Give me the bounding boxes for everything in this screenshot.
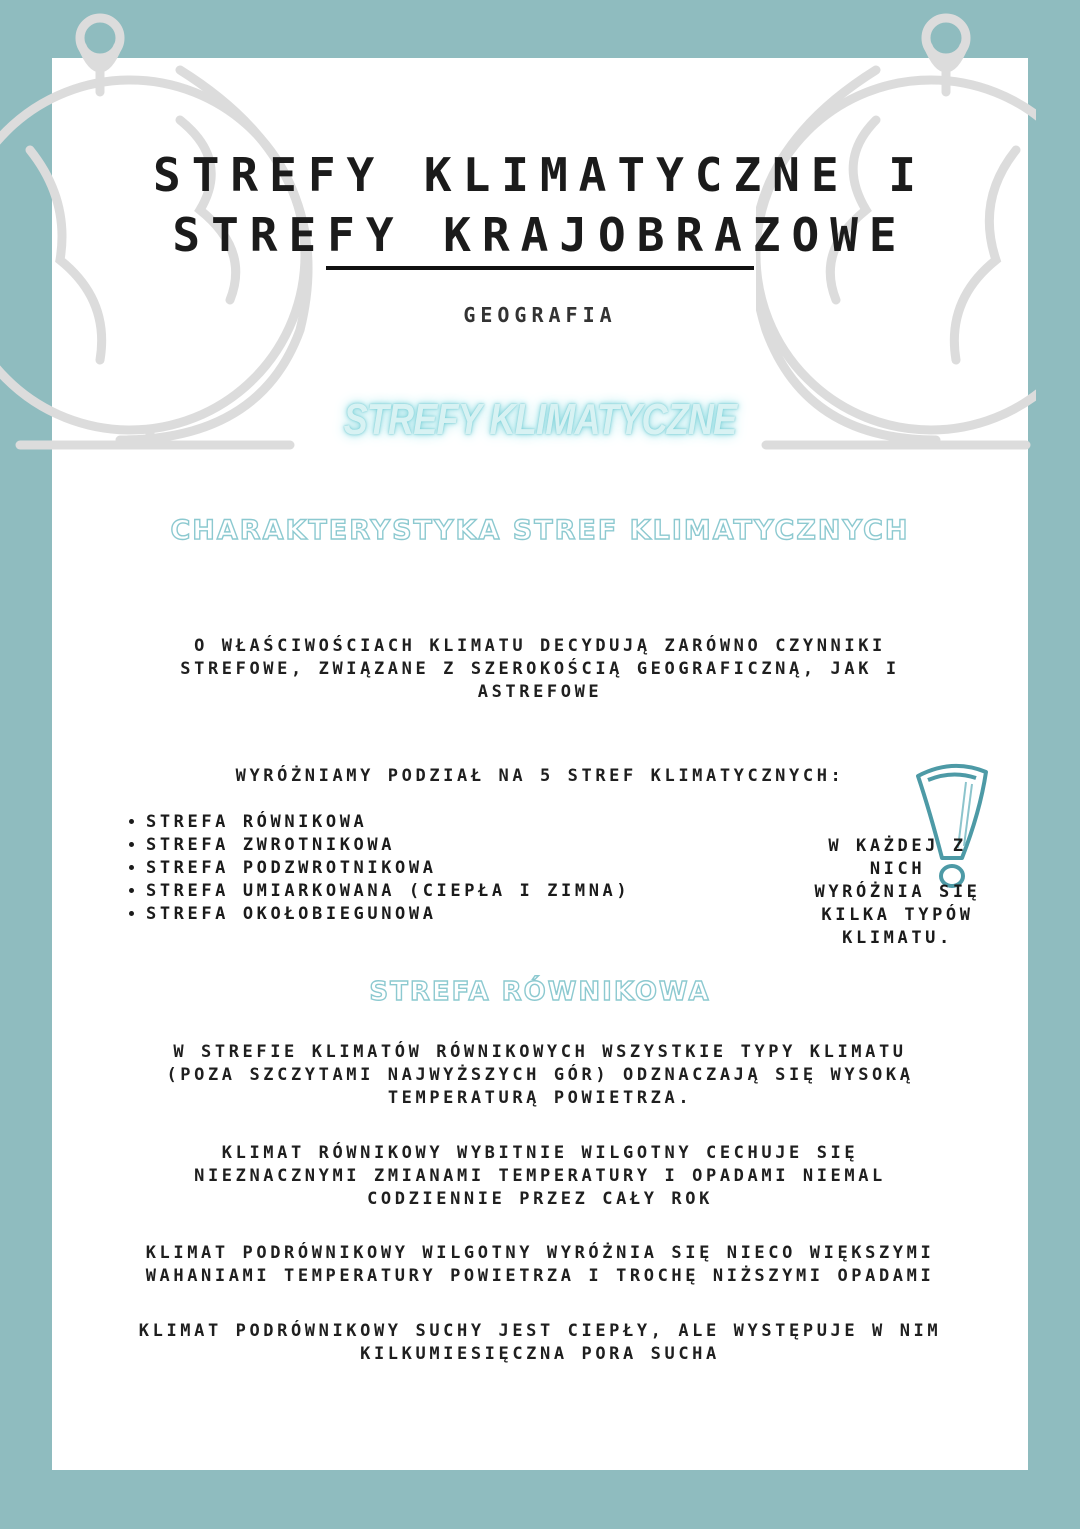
intro-line: STREFOWE, ZWIĄZANE Z SZEROKOŚCIĄ GEOGRAFICZNĄ, JAK I xyxy=(180,659,900,679)
note-text xyxy=(800,835,995,950)
equatorial-paragraph-3 xyxy=(0,1242,1080,1288)
intro-paragraph xyxy=(0,635,1080,704)
paragraph-line: TEMPERATURĄ POWIETRZA. xyxy=(387,1088,693,1108)
note-line: KLIMATU. xyxy=(842,928,953,948)
paragraph-line: KILKUMIESIĘCZNA PORA SUCHA xyxy=(360,1344,720,1364)
division-heading: WYRÓŻNIAMY PODZIAŁ NA 5 STREF KLIMATYCZNYCH: xyxy=(235,766,845,786)
section-title: STREFY KLIMATYCZNE xyxy=(343,395,737,444)
paragraph-line: (POZA SZCZYTAMI NAJWYŻSZYCH GÓR) ODZNACZAJĄ SIĘ WYSOKĄ xyxy=(166,1065,914,1085)
paragraph-line: KLIMAT RÓWNIKOWY WYBITNIE WILGOTNY CECHUJE SIĘ xyxy=(221,1143,859,1163)
equatorial-paragraph-4 xyxy=(0,1320,1080,1366)
intro-line: ASTREFOWE xyxy=(477,682,603,702)
page-title-line-2: STREFY KRAJOBRAZOWE xyxy=(172,208,908,262)
list-item: • STREFA ZWROTNIKOWA xyxy=(146,834,630,857)
equatorial-paragraph-1 xyxy=(0,1041,1080,1110)
note-line: NICH xyxy=(869,859,926,879)
paragraph-line: KLIMAT PODRÓWNIKOWY WILGOTNY WYRÓŻNIA SIĘ NIECO WIĘKSZYMI xyxy=(145,1243,935,1263)
list-item: • STREFA UMIARKOWANA (CIEPŁA I ZIMNA) xyxy=(146,880,630,903)
paragraph-line: WAHANIAMI TEMPERATURY POWIETRZA I TROCHĘ NIŻSZYMI OPADAMI xyxy=(145,1266,935,1286)
section-heading: CHARAKTERYSTYKA STREF KLIMATYCZNYCH xyxy=(170,515,910,546)
list-item: • STREFA PODZWROTNIKOWA xyxy=(146,857,630,880)
title-underline xyxy=(326,266,754,270)
note-line: W KAŻDEJ Z xyxy=(828,836,967,856)
paragraph-line: W STREFIE KLIMATÓW RÓWNIKOWYCH WSZYSTKIE TYPY KLIMATU xyxy=(173,1042,907,1062)
paragraph-line: NIEZNACZNYMI ZMIANAMI TEMPERATURY I OPADAMI NIEMAL xyxy=(194,1166,886,1186)
list-item: • STREFA OKOŁOBIEGUNOWA xyxy=(146,903,630,926)
note-line: WYRÓŻNIA SIĘ xyxy=(814,882,981,902)
note-line: KILKA TYPÓW xyxy=(821,905,974,925)
equatorial-heading: STREFA RÓWNIKOWA xyxy=(369,977,711,1007)
subtitle: GEOGRAFIA xyxy=(463,303,617,327)
page-title-line-1: STREFY KLIMATYCZNE I xyxy=(153,148,927,202)
equatorial-paragraph-2 xyxy=(0,1142,1080,1211)
paragraph-line: CODZIENNIE PRZEZ CAŁY ROK xyxy=(367,1189,713,1209)
paragraph-line: KLIMAT PODRÓWNIKOWY SUCHY JEST CIEPŁY, ALE WYSTĘPUJE W NIM xyxy=(138,1321,942,1341)
intro-line: O WŁAŚCIWOŚCIACH KLIMATU DECYDUJĄ ZARÓWNO CZYNNIKI xyxy=(194,636,886,656)
zones-list xyxy=(120,811,630,926)
list-item: • STREFA RÓWNIKOWA xyxy=(146,811,630,834)
